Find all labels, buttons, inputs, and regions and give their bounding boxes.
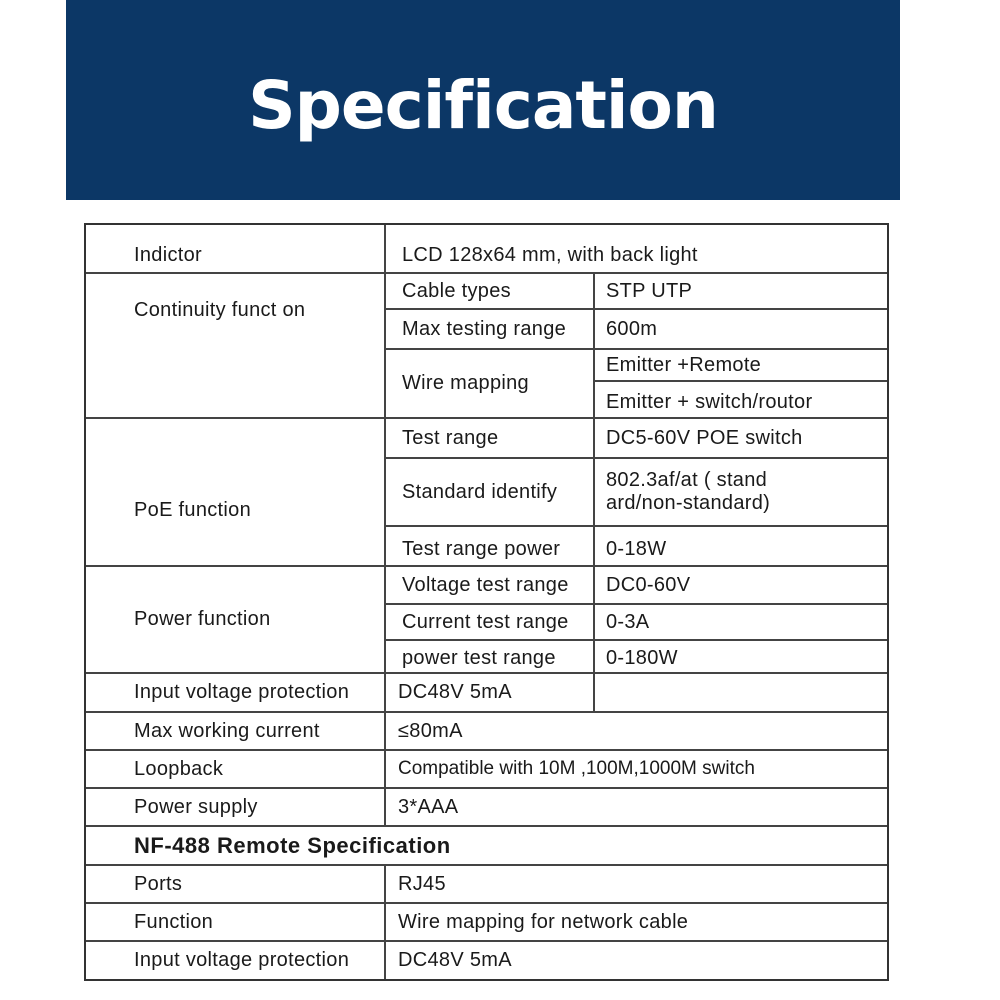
max-current-value: ≤80mA <box>398 719 463 742</box>
standard-identify-label: Standard identify <box>402 480 558 503</box>
wire-mapping-value-2: Emitter + switch/routor <box>606 391 813 413</box>
remote-input-protection-value: DC48V 5mA <box>398 949 512 971</box>
continuity-label: Continuity funct on <box>134 298 306 321</box>
function-label: Function <box>134 910 214 933</box>
poe-label: PoE function <box>134 498 252 521</box>
input-protection-value: DC48V 5mA <box>398 681 512 703</box>
test-range-power-value: 0-18W <box>606 537 667 560</box>
function-value: Wire mapping for network cable <box>398 910 689 933</box>
indicator-value: LCD 128x64 mm, with back light <box>402 244 698 266</box>
max-range-value: 600m <box>606 317 658 340</box>
spec-table <box>84 223 889 981</box>
power-supply-label: Power supply <box>134 795 258 818</box>
ports-label: Ports <box>134 872 183 895</box>
max-current-label: Max working current <box>134 719 320 742</box>
header-banner <box>66 0 900 200</box>
max-range-label: Max testing range <box>402 317 567 340</box>
current-range-value: 0-3A <box>606 610 650 633</box>
indicator-label: Indictor <box>134 244 202 266</box>
cable-types-label: Cable types <box>402 279 511 302</box>
test-range-power-label: Test range power <box>402 537 561 560</box>
power-function-label: Power function <box>134 608 271 630</box>
banner-title: Specification <box>248 66 718 144</box>
voltage-range-value: DC0-60V <box>606 573 691 596</box>
ports-value: RJ45 <box>398 872 446 895</box>
poe-test-range-label: Test range <box>402 426 499 449</box>
current-range-label: Current test range <box>402 610 569 633</box>
input-protection-label: Input voltage protection <box>134 681 350 703</box>
power-supply-value: 3*AAA <box>398 795 459 818</box>
loopback-value: Compatible with 10M ,100M,1000M switch <box>398 758 755 779</box>
power-range-value: 0-180W <box>606 647 678 669</box>
poe-test-range-value: DC5-60V POE switch <box>606 426 803 449</box>
standard-identify-value: 802.3af/at ( stand ard/non-standard) <box>606 469 771 514</box>
cable-types-value: STP UTP <box>606 279 693 302</box>
remote-input-protection-label: Input voltage protection <box>134 949 350 971</box>
wire-mapping-value-1: Emitter +Remote <box>606 353 762 376</box>
remote-heading: NF-488 Remote Specification <box>134 832 451 858</box>
power-range-label: power test range <box>402 647 556 669</box>
wire-mapping-label: Wire mapping <box>402 372 529 394</box>
voltage-range-label: Voltage test range <box>402 573 569 596</box>
loopback-label: Loopback <box>134 757 224 780</box>
